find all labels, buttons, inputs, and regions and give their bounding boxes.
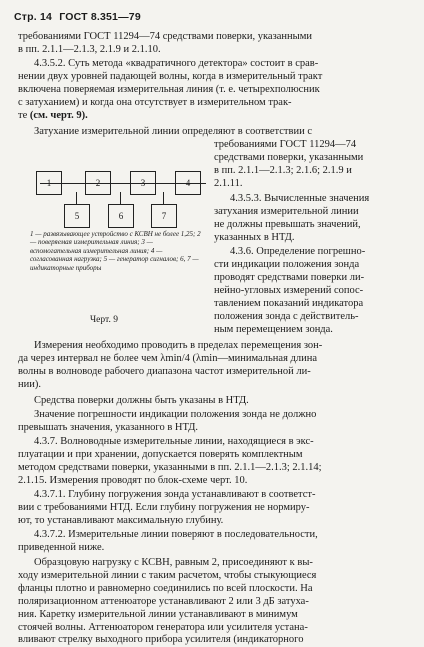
text-line: ния. Каретку измерительной линии устанавливают в минимум: [18, 609, 298, 620]
connector-line: [163, 192, 164, 204]
text-line: требованиями ГОСТ 11294—74 средствами поверки, указанными: [18, 31, 312, 42]
text-line: ют, то устанавливают максимальную глубину.: [18, 515, 224, 526]
text-line: в пп. 2.1.1—2.1.3; 2.1.6; 2.1.9 и: [214, 165, 352, 176]
text-line: методом средствами поверки, указанными в пп. 2.1.1—2.1.3; 2.1.14;: [18, 462, 322, 473]
text-line: средствами поверки, указанными: [214, 152, 364, 163]
text-line: приведенной ниже.: [18, 542, 105, 553]
text-line: 2.1.11.: [214, 178, 243, 189]
text-line: в пп. 2.1.1—2.1.3, 2.1.9 и 2.1.10.: [18, 44, 161, 55]
text-line: вливают стрелку выходного прибора усилителя (индикаторного: [18, 634, 304, 645]
text-line: не должны превышать значений,: [214, 219, 361, 230]
figure-caption: 1 — развязывающее устройство с КСВН не более 1,25; 2 — поверяемая измерительная линия; 3 — вспомогательная измерительная линия; 4 — согласованная нагрузка; 5 — генератор сигналов; 6, 7 — индикаторные приборы: [30, 230, 201, 272]
text-line: фланцы плотно и равномерно соединились по всей плоскости. На: [18, 583, 313, 594]
text-line: сти индикации положения зонда: [214, 259, 360, 270]
text-line: Измерения необходимо проводить в пределах перемещения зон-: [34, 340, 323, 351]
text-line: ным перемещением зонда.: [214, 324, 333, 335]
text-line: 4.3.5.3. Вычисленные значения: [230, 193, 370, 204]
text-line: 4.3.6. Определение погрешно-: [230, 246, 366, 257]
block-diagram: [30, 158, 206, 238]
text-line: с затуханием) и когда она отсутствует в измерительном трак-: [18, 97, 292, 108]
text-line: проводят средствами поверки ли-: [214, 272, 365, 283]
text-line: нии).: [18, 379, 41, 390]
diagram-block: 3: [130, 171, 156, 195]
text-line: 2.1.15. Измерения проводят по блок-схеме черт. 10.: [18, 475, 248, 486]
page-header: [14, 11, 145, 23]
text-line: нейно-угловых измерений сопос-: [214, 285, 364, 296]
text-line: тавлением показаний индикатора: [214, 298, 364, 309]
diagram-block: 1: [36, 171, 62, 195]
text-line: плуатации и при хранении, допускается поверять комплектным: [18, 449, 303, 460]
figure-title: Черт. 9: [90, 315, 118, 325]
text-line: Средства поверки должны быть указаны в НТД.: [34, 395, 249, 406]
diagram-block: 2: [85, 171, 111, 195]
text-line: 4.3.7.2. Измерительные линии поверяют в последовательности,: [34, 529, 318, 540]
text-line: превышать значения, указанного в НТД.: [18, 422, 199, 433]
text-line: указанных в НТД.: [214, 232, 295, 243]
text-line: [18, 110, 410, 123]
text-line: включена поверяемая измерительная линия (т. е. четырехполюсник: [18, 84, 320, 95]
text-line: стоячей волны. Аттенюатором генератора или усилителя устана-: [18, 622, 308, 633]
standard-code: ГОСТ 8.351—79: [59, 11, 141, 23]
text-line: волны в волноводе рабочего диапазона частот измерительной ли-: [18, 366, 311, 377]
text-line: положения зонда с действитель-: [214, 311, 359, 322]
text-line: Значение погрешности индикации положения зонда не должно: [34, 409, 317, 420]
connector-line: [76, 192, 77, 204]
figure-reference: (см. черт. 9).: [29, 110, 88, 121]
connector-line: [120, 192, 121, 204]
text-line: нении двух уровней падающей волны, когда в измерительный тракт: [18, 71, 323, 82]
text-fragment: те: [18, 110, 30, 121]
text-line: Затухание измерительной линии определяют в соответствии с: [34, 126, 312, 137]
diagram-block: 6: [108, 204, 134, 228]
diagram-block: 5: [64, 204, 90, 228]
text-line: требованиями ГОСТ 11294—74: [214, 139, 357, 150]
text-line: затухания измерительной линии: [214, 206, 359, 217]
text-line: вии с требованиями НТД. Если глубину погружения не нормиру-: [18, 502, 310, 513]
page-number: Стр. 14: [14, 11, 53, 23]
text-line: 4.3.7.1. Глубину погружения зонда устанавливают в соответст-: [34, 489, 316, 500]
text-line: поляризационном аттенюаторе устанавливают 2 или 3 дБ затуха-: [18, 596, 309, 607]
text-line: 4.3.7. Волноводные измерительные линии, находящиеся в экс-: [34, 436, 314, 447]
text-line: ходу измерительной линии с таким расчетом, чтобы стыкующиеся: [18, 570, 317, 581]
text-line: 4.3.5.2. Суть метода «квадратичного детектора» состоит в срав-: [34, 58, 319, 69]
text-line: Образцовую нагрузку с КСВН, равным 2, присоединяют к вы-: [34, 557, 313, 568]
diagram-block: 7: [151, 204, 177, 228]
text-line: да через интервал не более чем λmin/4 (λmin—минимальная длина: [18, 353, 318, 364]
diagram-block: 4: [175, 171, 201, 195]
